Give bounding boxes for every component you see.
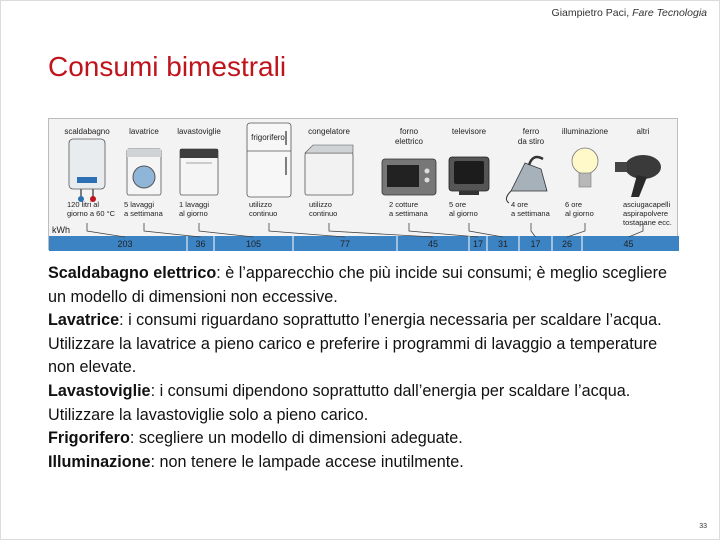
page-number: 33 [699, 523, 707, 530]
kwh-value: 17 [472, 239, 484, 249]
appliance-caption: al giorno [449, 209, 478, 218]
appliance-caption: asciugacapelli [623, 200, 671, 209]
connector-line [329, 223, 433, 237]
appliance-caption: utilizzo [309, 200, 332, 209]
connector-line [531, 223, 536, 237]
appliance-televisore [449, 127, 508, 251]
paragraph-text: : i consumi riguardano soprattutto l’energia necessaria per scaldare l’acqua. Utilizzare la lavatrice a pieno carico e preferire i programmi di lavaggio a temperature non elevate. [48, 311, 662, 377]
paragraph-text: : è l’apparecchio che più incide sui consumi; è meglio scegliere un modello di dimensioni non eccessive. [48, 264, 668, 306]
appliance-altri [582, 127, 672, 251]
fridge-icon [247, 123, 291, 197]
term: Lavatrice [48, 311, 120, 330]
kwh-band [49, 236, 679, 251]
paragraph-lavastoviglie [48, 380, 678, 427]
appliance-name: elettrico [394, 137, 424, 146]
appliance-name: illuminazione [561, 127, 609, 136]
appliance-name: ferro [522, 127, 540, 136]
connector-line [144, 223, 201, 237]
appliance-caption: 6 ore [565, 200, 583, 209]
appliance-caption: a settimana [124, 209, 163, 218]
kwh-unit-label: kWh [52, 225, 70, 235]
kwh-value: 203 [117, 239, 133, 249]
water-heater-icon [69, 139, 105, 202]
kwh-value: 26 [561, 239, 573, 249]
appliance-caption: al giorno [565, 209, 594, 218]
dishwasher-icon [180, 149, 218, 195]
appliance-caption: utilizzo [249, 200, 272, 209]
appliance-caption: aspirapolvere [623, 209, 669, 218]
appliance-caption: continuo [309, 209, 338, 218]
tv-icon [449, 157, 489, 195]
paragraph-text: : scegliere un modello di dimensioni adeguate. [129, 429, 463, 448]
term: Scaldabagno elettrico [48, 264, 217, 282]
light-bulb-icon [572, 148, 598, 187]
kwh-value: 77 [339, 239, 351, 249]
paragraph-scaldabagno [48, 262, 678, 309]
appliance-name: altri [636, 127, 650, 136]
connector-line [87, 223, 125, 237]
slide-header [552, 7, 707, 19]
paragraph-text: : non tenere le lampade accese inutilmente. [150, 452, 464, 471]
appliance-caption: 4 ore [511, 200, 529, 209]
connector-line [567, 223, 585, 237]
kwh-value: 105 [245, 239, 262, 249]
paragraph-illuminazione [48, 451, 678, 475]
slide-title: Consumi bimestrali [48, 51, 287, 82]
term: Lavastoviglie [48, 381, 151, 400]
connector-line [409, 223, 478, 237]
appliance-illuminazione [552, 127, 609, 251]
header-author: Giampietro Paci, [551, 7, 630, 19]
kwh-value: 31 [497, 239, 509, 249]
connector-line [469, 223, 503, 237]
appliance-consumption-figure [48, 118, 678, 250]
hair-dryer-icon [615, 155, 661, 197]
fridge-label: frigorifero [251, 133, 285, 142]
freezer-icon [305, 145, 353, 195]
kwh-value: 17 [530, 239, 541, 249]
appliance-name: congelatore [308, 127, 350, 136]
paragraph-text: : i consumi dipendono soprattutto dall’energia per scaldare l’acqua. Utilizzare la lavastoviglie solo a pieno carico. [48, 381, 631, 424]
appliance-name: lavastoviglie [177, 127, 221, 136]
connector-line [269, 223, 345, 237]
oven-icon [382, 159, 436, 195]
term: Illuminazione [48, 452, 151, 471]
body-text [48, 262, 678, 474]
appliance-name: forno [399, 127, 419, 136]
appliance-caption: 5 lavaggi [124, 200, 155, 209]
appliance-name: televisore [451, 127, 487, 136]
connector-line [199, 223, 254, 237]
appliance-caption: al giorno [179, 209, 208, 218]
appliance-caption: a settimana [389, 209, 428, 218]
iron-icon [506, 157, 547, 203]
appliance-name: da stiro [517, 137, 545, 146]
appliance-caption: continuo [249, 209, 278, 218]
paragraph-frigorifero [48, 427, 678, 451]
appliance-caption: 5 ore [449, 200, 467, 209]
appliance-scaldabagno [64, 127, 132, 249]
appliance-caption: 2 cotture [389, 200, 419, 209]
appliance-caption: a settimana [511, 209, 550, 218]
appliance-caption: 1 lavaggi [179, 200, 210, 209]
kwh-value: 45 [427, 239, 439, 249]
kwh-value: 45 [623, 239, 634, 249]
appliance-ferro-da-stiro [506, 127, 550, 251]
appliance-name: scaldabagno [64, 127, 110, 136]
kwh-value: 36 [195, 239, 206, 249]
header-subject: Fare Tecnologia [632, 7, 707, 19]
paragraph-lavatrice [48, 309, 678, 380]
appliance-caption: giorno a 60 °C [67, 209, 116, 218]
washing-machine-icon [127, 149, 161, 195]
slide [1, 1, 719, 539]
appliance-caption: 120 litri al [67, 200, 100, 209]
term: Frigorifero [48, 429, 130, 448]
appliance-caption: tostapane ecc. [623, 218, 672, 227]
appliance-name: lavatrice [129, 127, 159, 136]
